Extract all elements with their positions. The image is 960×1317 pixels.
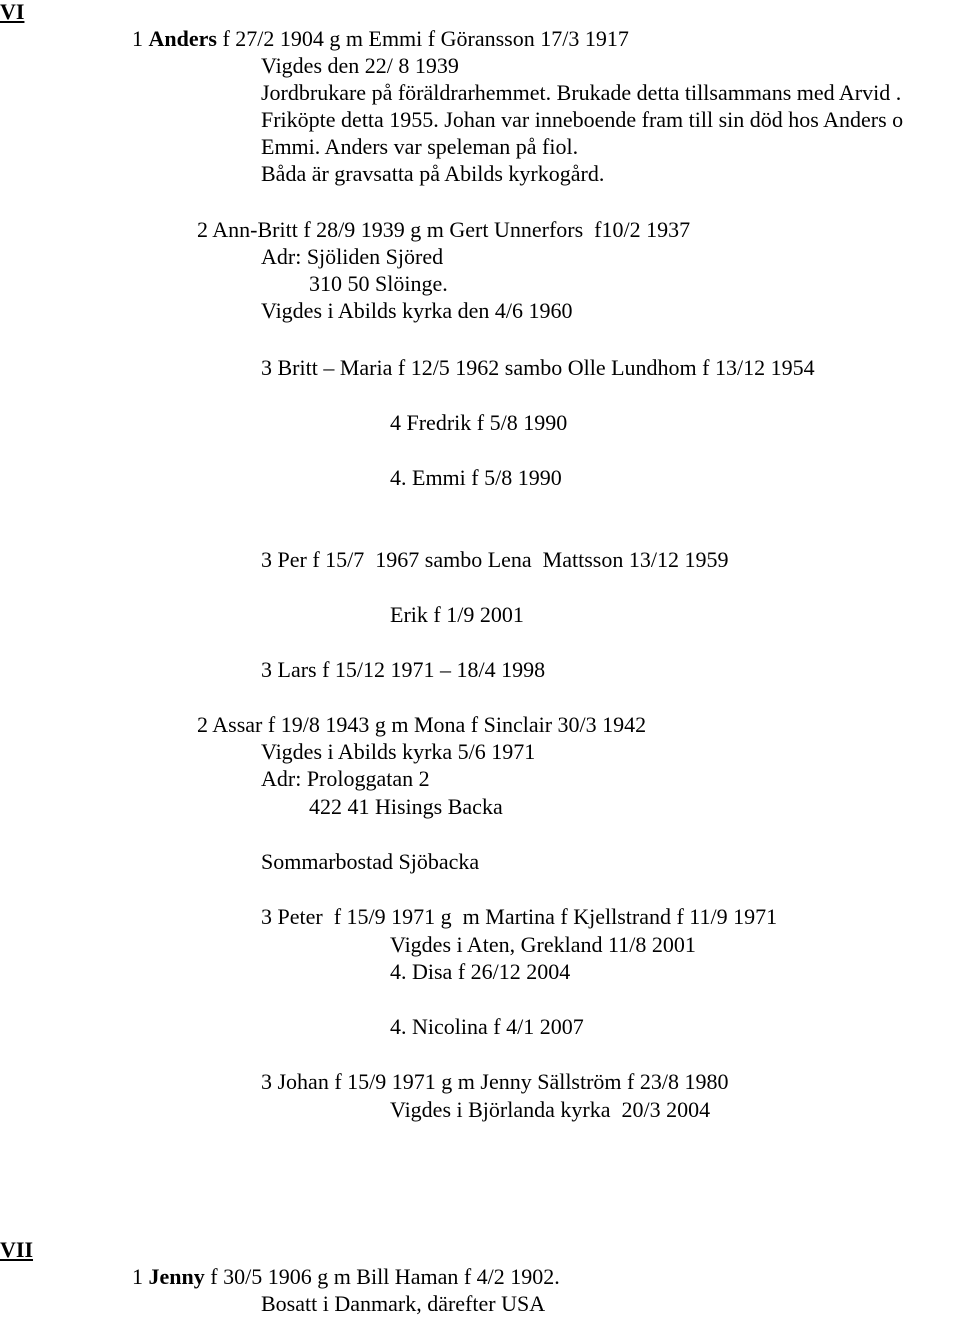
entry-line: 4. Nicolina f 4/1 2007 [390,1014,584,1039]
entry-line: Adr: Sjöliden Sjöred [261,244,444,269]
entry-line: Jordbrukare på föräldrarhemmet. Brukade detta tillsammans med Arvid . [261,80,902,105]
entry-line: Erik f 1/9 2001 [390,602,524,627]
entry-line: Vigdes i Aten, Grekland 11/8 2001 [390,932,696,957]
entry-line: Vigdes den 22/ 8 1939 [261,53,459,78]
entry-line: 3 Johan f 15/9 1971 g m Jenny Sällström f 23/8 1980 [261,1069,729,1094]
entry-line: 2 Assar f 19/8 1943 g m Mona f Sinclair 30/3 1942 [197,712,647,737]
entry-line: Sommarbostad Sjöbacka [261,849,480,874]
entry-line: 310 50 Slöinge. [309,271,448,296]
entry-line: 4. Emmi f 5/8 1990 [390,465,562,490]
entry-line: Båda är gravsatta på Abilds kyrkogård. [261,161,605,186]
entry-line: 3 Lars f 15/12 1971 – 18/4 1998 [261,657,546,682]
entry-head-details: f 27/2 1904 g m Emmi f Göransson 17/3 1917 [216,26,629,51]
entry-line: 3 Per f 15/7 1967 sambo Lena Mattsson 13/12 1959 [261,547,729,572]
section-heading-vi: VI [0,0,25,24]
entry-head-name: Jenny [148,1264,205,1289]
entry-line: Bosatt i Danmark, därefter USA [261,1291,546,1316]
entry-line: Emmi. Anders var speleman på fiol. [261,134,579,159]
section-heading-vii: VII [0,1237,34,1262]
entry-line: Vigdes i Abilds kyrka den 4/6 1960 [261,298,573,323]
entry-line: Vigdes i Abilds kyrka 5/6 1971 [261,739,536,764]
entry-line: Vigdes i Björlanda kyrka 20/3 2004 [390,1097,711,1122]
entry-line: Adr: Prologgatan 2 [261,766,430,791]
entry-head-name: Anders [148,26,217,51]
entry-line: 422 41 Hisings Backa [309,794,503,819]
entry-line: 3 Britt – Maria f 12/5 1962 sambo Olle Lundhom f 13/12 1954 [261,355,815,380]
entry-line: 4 Fredrik f 5/8 1990 [390,410,568,435]
entry-head-jenny: 1 Jenny f 30/5 1906 g m Bill Haman f 4/2 1902. [132,1264,560,1289]
entry-head-anders: 1 Anders f 27/2 1904 g m Emmi f Göransson 17/3 1917 [132,26,629,51]
entry-line: Friköpte detta 1955. Johan var inneboende fram till sin död hos Anders o [261,107,904,132]
entry-line: 2 Ann-Britt f 28/9 1939 g m Gert Unnerfors f10/2 1937 [197,217,691,242]
entry-line: 3 Peter f 15/9 1971 g m Martina f Kjellstrand f 11/9 1971 [261,904,778,929]
entry-line: 4. Disa f 26/12 2004 [390,959,571,984]
entry-head-details: f 30/5 1906 g m Bill Haman f 4/2 1902. [204,1264,560,1289]
